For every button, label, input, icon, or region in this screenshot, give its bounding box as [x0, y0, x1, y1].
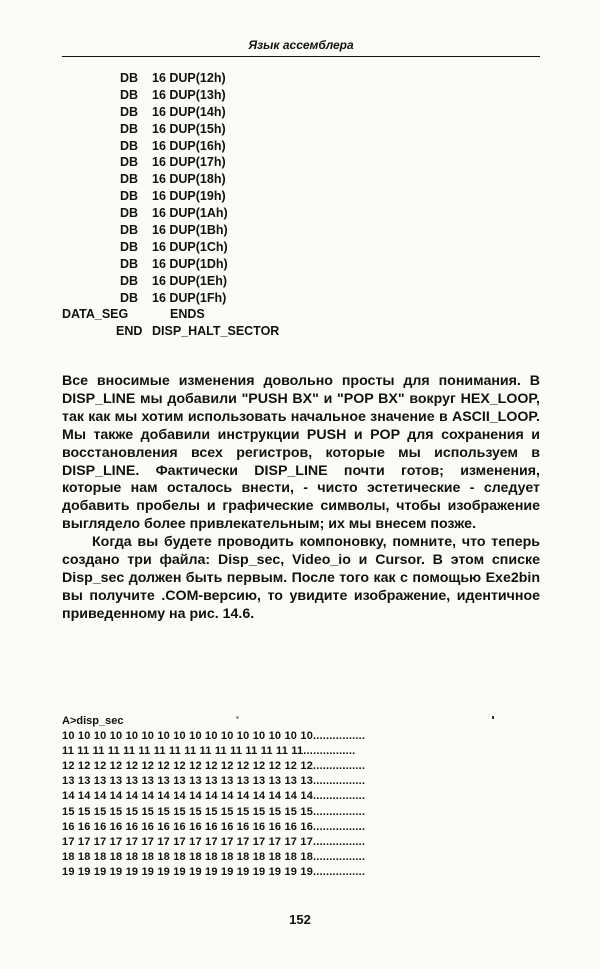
- code-label: DATA_SEG: [62, 307, 129, 322]
- body-text: [62, 373, 540, 624]
- code-op: DB: [120, 256, 139, 271]
- dump-row: 17 17 17 17 17 17 17 17 17 17 17 17 17 17 17 17................: [62, 835, 366, 848]
- code-arg: 16 DUP(1Dh): [152, 256, 228, 271]
- code-arg: 16 DUP(15h): [152, 121, 226, 136]
- dump-row: 13 13 13 13 13 13 13 13 13 13 13 13 13 13 13 13................: [62, 775, 366, 788]
- code-arg: 16 DUP(1Fh): [152, 290, 227, 305]
- sector-dump-output: [62, 714, 365, 880]
- code-arg: 16 DUP(1Eh): [152, 273, 228, 288]
- code-arg: 16 DUP(14h): [152, 104, 226, 119]
- code-op: DB: [120, 172, 139, 187]
- dump-row: 16 16 16 16 16 16 16 16 16 16 16 16 16 16 16 16................: [62, 820, 366, 833]
- code-arg: 16 DUP(18h): [152, 172, 226, 187]
- code-arg: DISP_HALT_SECTOR: [152, 324, 280, 339]
- code-op: ENDS: [170, 307, 205, 322]
- code-arg: 16 DUP(1Bh): [152, 223, 228, 238]
- dump-row: 15 15 15 15 15 15 15 15 15 15 15 15 15 15 15 15................: [62, 805, 366, 818]
- code-arg: 16 DUP(19h): [152, 189, 226, 204]
- dump-row: 18 18 18 18 18 18 18 18 18 18 18 18 18 18 18 18................: [62, 850, 366, 863]
- dump-row: 12 12 12 12 12 12 12 12 12 12 12 12 12 12 12 12................: [62, 760, 366, 773]
- code-op: DB: [120, 155, 139, 170]
- code-arg: 16 DUP(13h): [152, 87, 226, 102]
- code-op: END: [116, 324, 143, 339]
- code-op: DB: [120, 71, 139, 85]
- code-op: DB: [120, 223, 139, 238]
- code-op: DB: [120, 121, 139, 136]
- code-op: DB: [120, 290, 139, 305]
- code-arg: 16 DUP(1Ah): [152, 206, 228, 221]
- code-op: DB: [120, 206, 139, 221]
- code-arg: 16 DUP(1Ch): [152, 239, 228, 254]
- dump-row: 10 10 10 10 10 10 10 10 10 10 10 10 10 10 10 10................: [62, 730, 366, 743]
- dos-prompt: A>disp_sec: [62, 715, 124, 727]
- code-op: DB: [120, 189, 139, 204]
- speck: [492, 716, 494, 719]
- code-op: DB: [120, 239, 139, 254]
- dump-row: 14 14 14 14 14 14 14 14 14 14 14 14 14 14 14 14................: [62, 790, 366, 803]
- code-op: DB: [120, 138, 139, 153]
- code-arg: 16 DUP(17h): [152, 155, 226, 170]
- paragraph: Когда вы будете проводить компоновку, помните, что теперь создано три файла: Disp_sec, Video_io и Cursor. В этом списке Disp_sec должен быть первым. После того как с помощью Exe2bin вы получите .COM-версию, то увидите изображение, идентичное приведенному на рис. 14.6.: [62, 534, 540, 622]
- dump-row: 11 11 11 11 11 11 11 11 11 11 11 11 11 11 11 11................: [62, 745, 356, 758]
- header-rule: [62, 56, 540, 57]
- paragraph: Все вносимые изменения довольно просты для понимания. В DISP_LINE мы добавили "PUSH BX" и "POP BX" вокруг HEX_LOOP, так как мы хотим использовать начальное значение в ASCII_LOOP. Мы также добавили инструкции PUSH и POP для сохранения и восстановления всех регистров, которые мы используем в DISP_LINE. Фактически DISP_LINE почти готов; изменения, которые нам осталось внести, - чисто эстетические - следует добавить пробелы и графические символы, чтобы изображение выглядело более привлекательным; их мы внесем позже.: [62, 373, 540, 533]
- code-op: DB: [120, 273, 139, 288]
- code-arg: 16 DUP(16h): [152, 138, 226, 153]
- code-arg: 16 DUP(12h): [152, 71, 226, 85]
- dump-row: 19 19 19 19 19 19 19 19 19 19 19 19 19 19 19 19................: [62, 865, 366, 878]
- code-op: DB: [120, 87, 139, 102]
- page-number: 152: [289, 912, 311, 927]
- running-header: Язык ассемблера: [248, 38, 354, 52]
- code-op: DB: [120, 104, 139, 119]
